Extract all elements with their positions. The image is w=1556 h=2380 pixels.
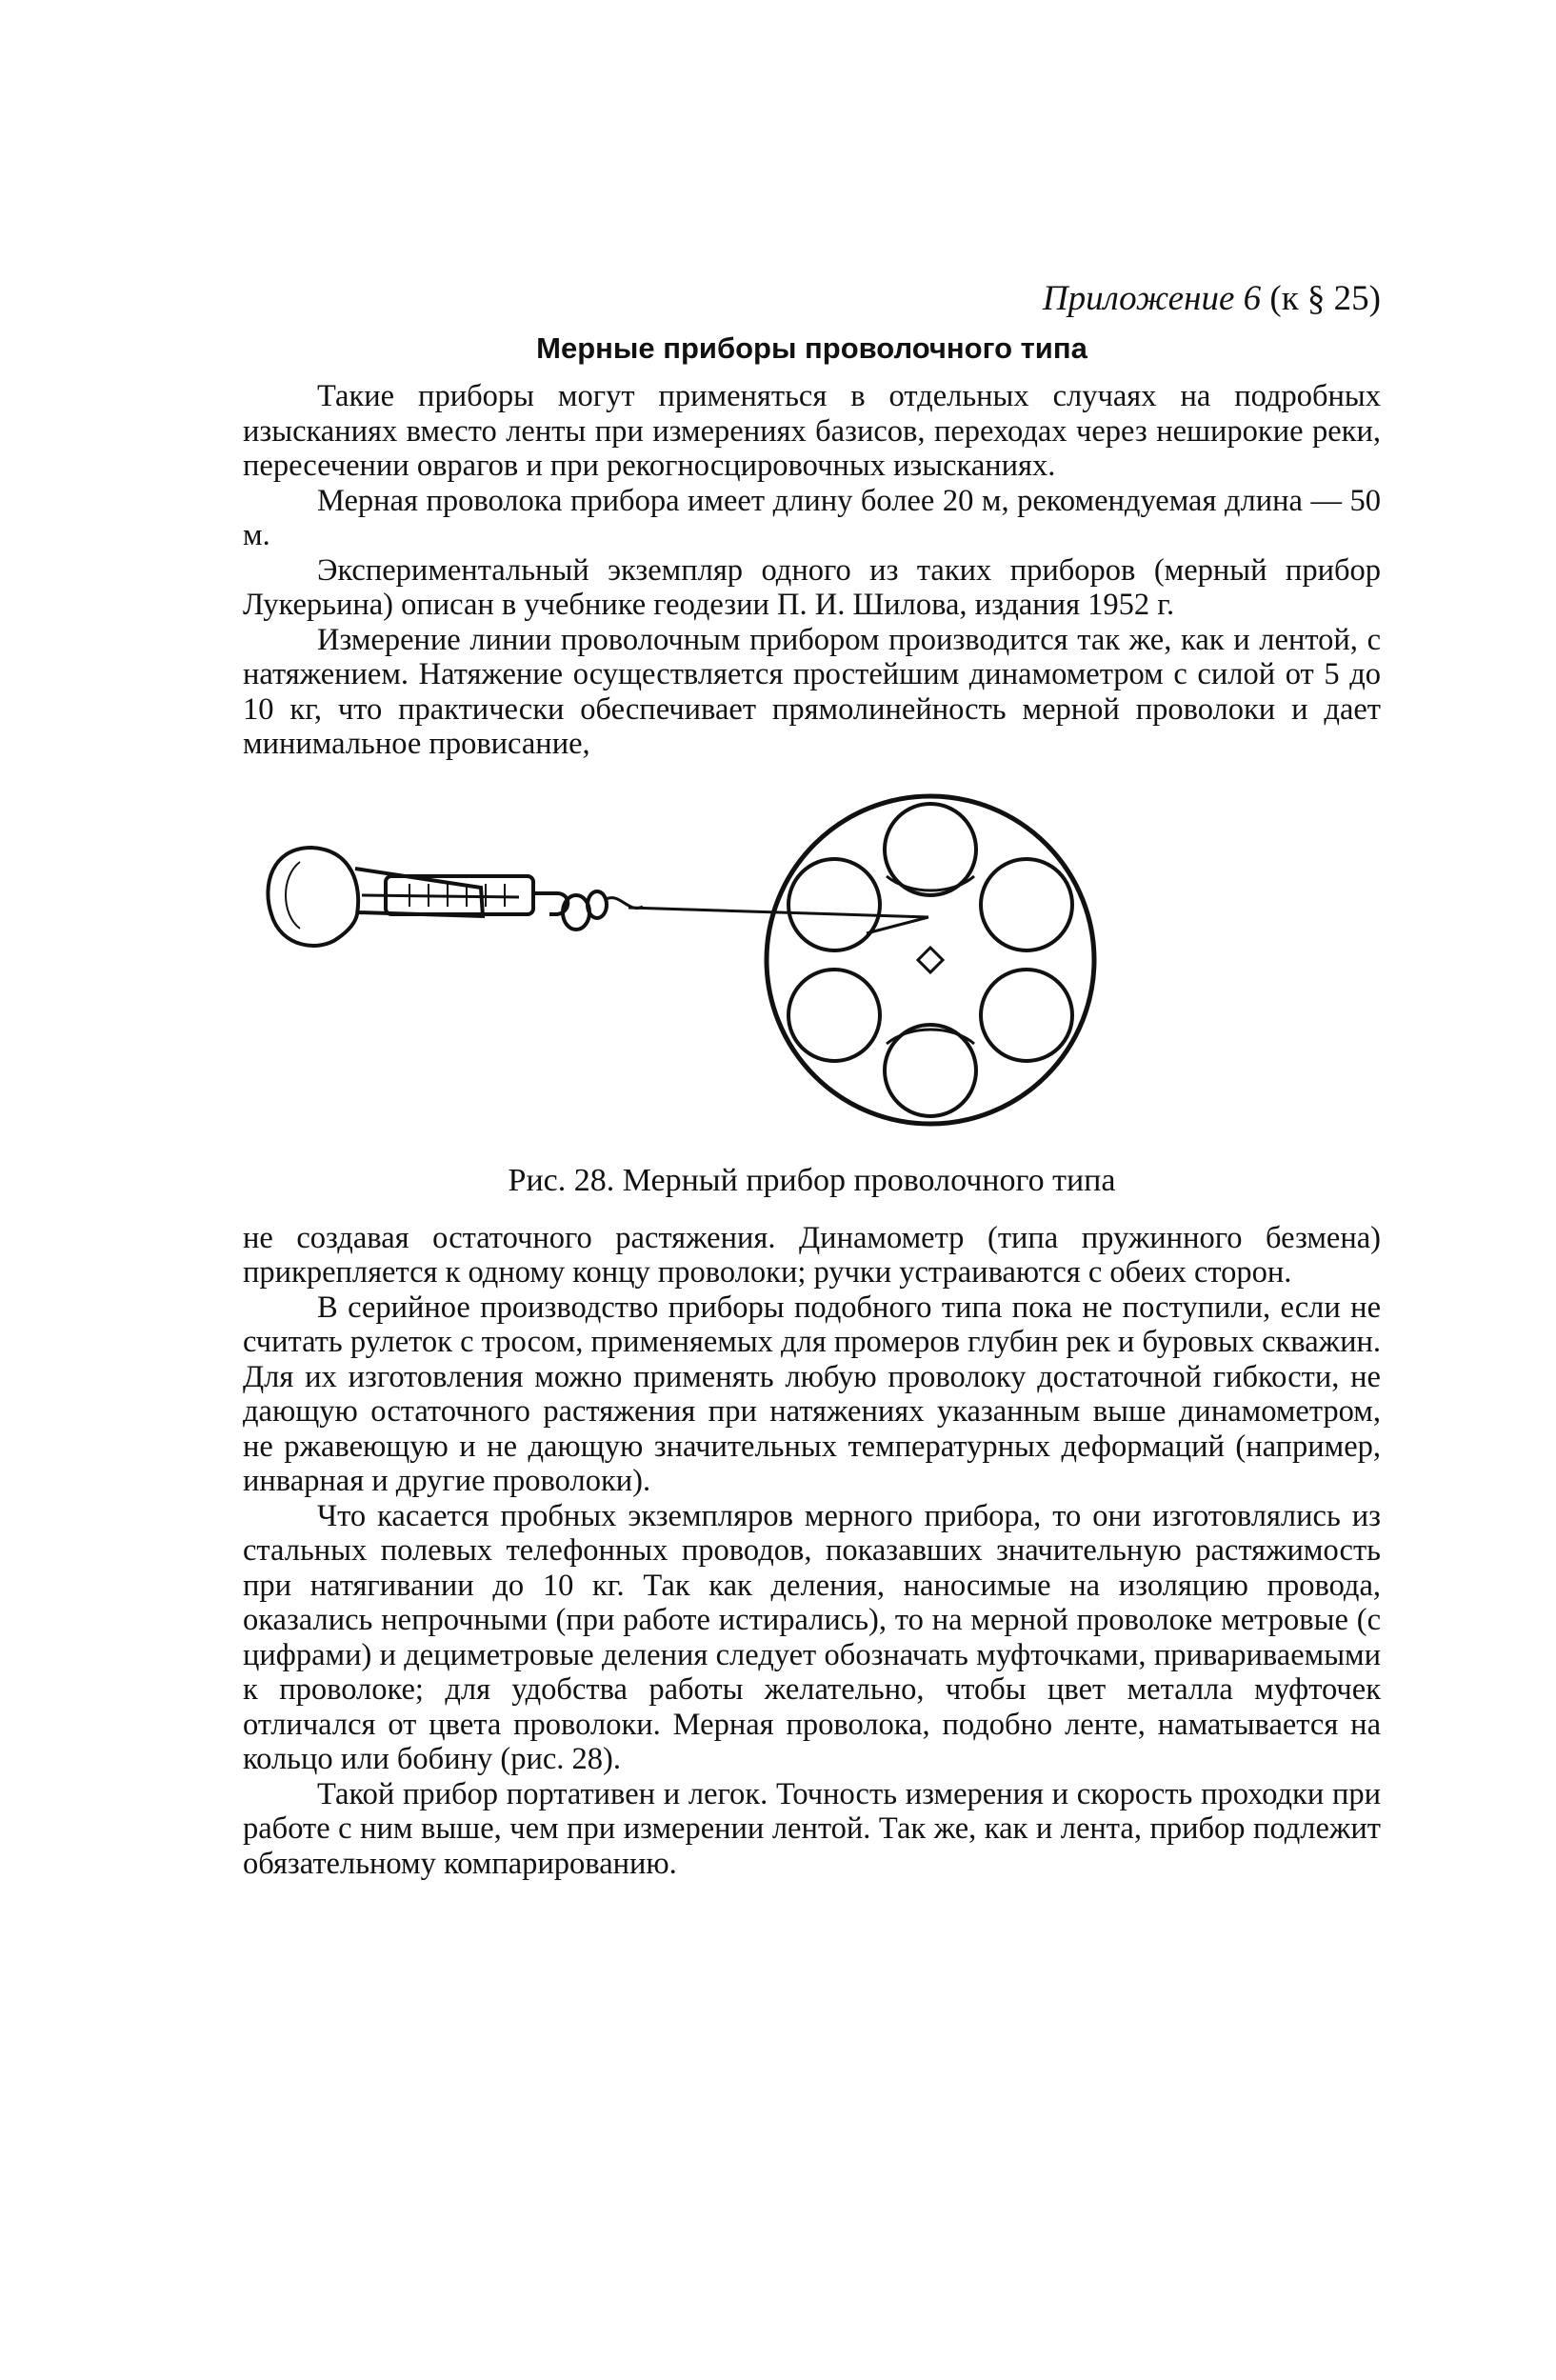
dynamometer-spring-rod	[362, 895, 519, 897]
measuring-device-illustration	[243, 781, 1381, 1152]
paragraph: Такие приборы могут применяться в отдельных случаях на подробных изысканиях вместо ленты при измерениях базисов, переходах через неширокие реки, пересечении оврагов и при рекогносцировочных изысканиях.	[243, 379, 1381, 483]
reel-hole	[788, 970, 880, 1061]
paragraph: Такой прибор портативен и легок. Точность измерения и скорость проходки при работе с ним выше, чем при измерении лентой. Так же, как и лента, прибор подлежит обязательному компарированию.	[243, 1776, 1381, 1881]
connector-ring-small	[588, 891, 607, 918]
wire-reel	[767, 796, 1094, 1124]
handle-inner-line	[286, 862, 300, 929]
reel-hole	[981, 970, 1072, 1061]
section-title: Мерные приборы проволочного типа	[536, 331, 1087, 365]
handle-loop	[268, 848, 358, 946]
wound-wire	[887, 1030, 974, 1044]
reel-hole	[981, 859, 1072, 950]
appendix-reference: (к § 25)	[1269, 279, 1381, 318]
paragraph: Что касается пробных экземпляров мерного прибора, то они изготовлялись из стальных полевых телефонных проводов, показавших значительную растяжимость при натягивании до 10 кг. Так как деления, наносимые на изоляцию провода, оказались непрочными (при работе истирались), то на мерной проволоке метровые (с цифрами) и дециметровые деления следует обозначать муфточками, привариваемыми к проволоке; для удобства работы желательно, чтобы цвет металла муфточек отличался от цвета проволоки. Мерная проволока, подобно ленте, наматывается на кольцо или бобину (рис. 28).	[243, 1498, 1381, 1776]
appendix-label: Приложение 6	[1042, 279, 1262, 318]
paragraph: не создавая остаточного растяжения. Динамометр (типа пружинного безмена) прикрепляется к одному концу проволоки; ручки устраиваются с обеих сторон.	[243, 1220, 1381, 1290]
paragraph: Экспериментальный экземпляр одного из таких приборов (мерный прибор Лукерьина) описан в учебнике геодезии П. И. Шилова, издания 1952 г.	[243, 552, 1381, 622]
measuring-wire	[628, 908, 928, 917]
appendix-header	[243, 276, 1381, 322]
reel-hub	[918, 948, 943, 972]
paragraph: В серийное производство приборы подобного типа пока не поступили, если не считать рулеток с тросом, применяемых для промеров глубин рек и буровых скважин. Для их изготовления можно применять любую проволоку достаточной гибкости, не дающую остаточного растяжения при натяжениях указанным выше динамометром, не ржавеющую и не дающую значительных температурных деформаций (например, инварная и другие проволоки).	[243, 1290, 1381, 1498]
paragraph: Мерная проволока прибора имеет длину более 20 м, рекомендуемая длина — 50 м.	[243, 483, 1381, 552]
page-content	[243, 276, 1381, 1881]
reel-hole	[788, 859, 880, 950]
wound-wire	[887, 876, 974, 890]
reel-hole	[885, 804, 976, 895]
figure-28	[243, 781, 1381, 1152]
connector-ring	[563, 895, 589, 930]
figure-caption: Рис. 28. Мерный прибор проволочного типа	[508, 1162, 1116, 1198]
paragraph: Измерение линии проволочным прибором производится так же, как и лентой, с натяжением. Натяжение осуществляется простейшим динамометром с силой от 5 до 10 кг, что практически обеспечивает прямолинейность мерной проволоки и дает минимальное провисание,	[243, 622, 1381, 761]
reel-hole	[885, 1025, 976, 1116]
